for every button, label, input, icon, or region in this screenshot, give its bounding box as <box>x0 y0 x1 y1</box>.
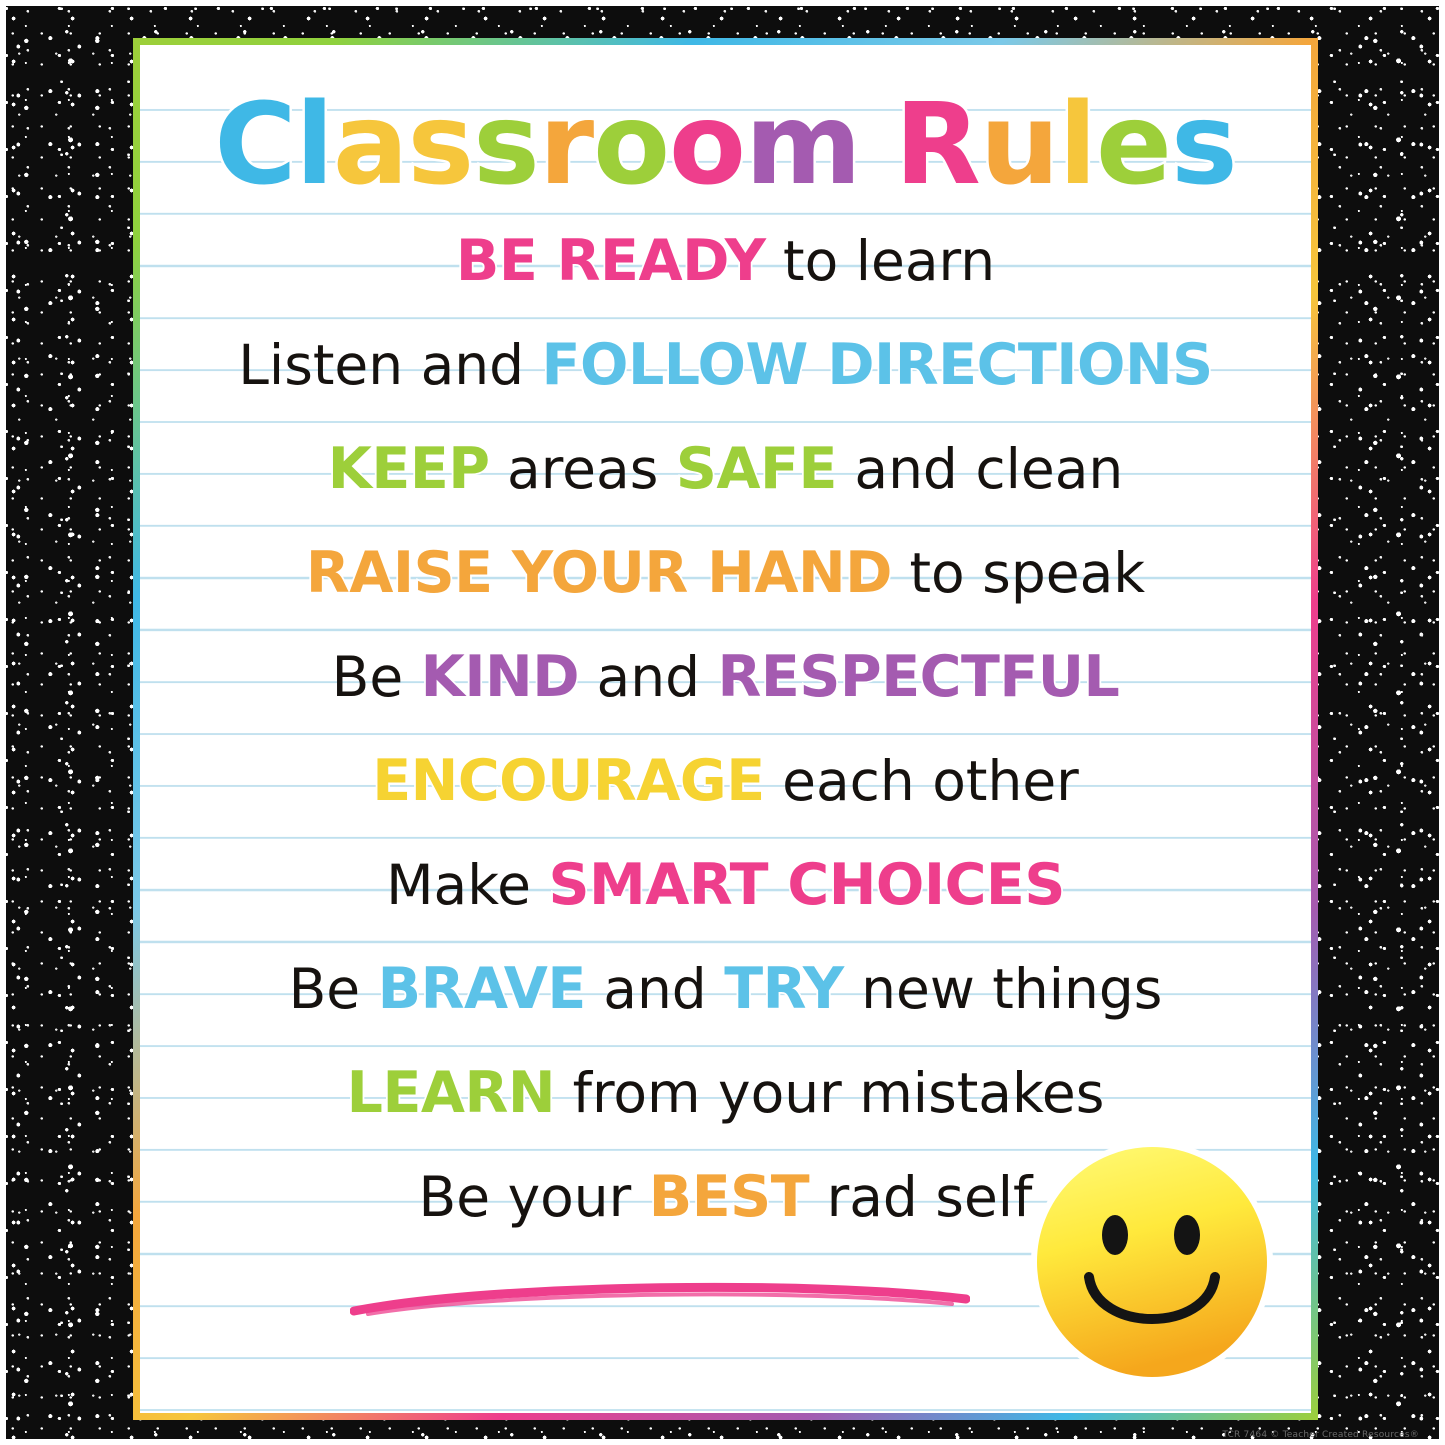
title-letter: r <box>538 80 594 210</box>
rule-keyword: KIND <box>420 644 580 710</box>
rule-raise-hand <box>140 521 1311 625</box>
title-letter: l <box>1058 80 1097 210</box>
rule-keyword: KEEP <box>327 436 490 502</box>
rule-text: Make <box>386 853 549 917</box>
title-letter: e <box>1096 80 1172 210</box>
rule-keyword: ENCOURAGE <box>372 748 765 814</box>
rule-text: rad self <box>809 1165 1033 1229</box>
rule-text: from your mistakes <box>555 1061 1105 1125</box>
rule-text: each other <box>764 749 1079 813</box>
rule-brave-try <box>140 937 1311 1041</box>
rule-text: and <box>579 645 718 709</box>
title-letter: s <box>407 80 474 210</box>
title-letter: o <box>669 80 745 210</box>
title-letter: R <box>894 80 980 210</box>
rule-text: Be <box>331 645 421 709</box>
rules-list <box>140 209 1311 1249</box>
title-letter: u <box>979 80 1059 210</box>
rule-keep-safe <box>140 417 1311 521</box>
page-title <box>140 80 1311 210</box>
title-letter: C <box>214 80 296 210</box>
rule-kind-respectful <box>140 625 1311 729</box>
rule-keyword: TRY <box>724 956 844 1022</box>
rule-keyword: FOLLOW DIRECTIONS <box>541 332 1213 398</box>
rule-text: areas <box>489 437 676 501</box>
rule-keyword: SMART CHOICES <box>548 852 1065 918</box>
rule-keyword: BEST <box>648 1164 810 1230</box>
rule-keyword: BE READY <box>455 228 766 294</box>
title-letter: s <box>1171 80 1237 210</box>
rule-text: new things <box>843 957 1163 1021</box>
smiley-face-icon <box>1027 1137 1277 1387</box>
rule-keyword: SAFE <box>675 436 837 502</box>
title-letter: m <box>744 80 861 210</box>
rule-smart-choices <box>140 833 1311 937</box>
rule-text: and clean <box>836 437 1124 501</box>
rule-keyword: RAISE YOUR HAND <box>305 540 892 606</box>
rule-be-ready <box>140 209 1311 313</box>
rule-keyword: BRAVE <box>377 956 586 1022</box>
rule-keyword: LEARN <box>346 1060 556 1126</box>
title-letter: s <box>473 80 539 210</box>
pink-swoosh-underline <box>350 1277 970 1317</box>
notebook-paper <box>140 45 1311 1413</box>
title-letter: a <box>332 80 408 210</box>
rule-keyword: RESPECTFUL <box>717 644 1120 710</box>
rainbow-border-frame <box>133 38 1318 1420</box>
rule-follow-directions <box>140 313 1311 417</box>
copyright-credit: TCR 7464 © Teacher Created Resources® <box>1222 1430 1419 1440</box>
rule-text: and <box>585 957 725 1021</box>
rule-text: Listen and <box>238 333 542 397</box>
rule-text: Be your <box>418 1165 649 1229</box>
rule-text: Be <box>288 957 378 1021</box>
rule-text: to learn <box>765 229 996 293</box>
rule-learn-mistakes <box>140 1041 1311 1145</box>
rule-text: to speak <box>891 541 1146 605</box>
title-letter: o <box>593 80 670 210</box>
rule-encourage <box>140 729 1311 833</box>
title-letter: l <box>295 80 333 210</box>
